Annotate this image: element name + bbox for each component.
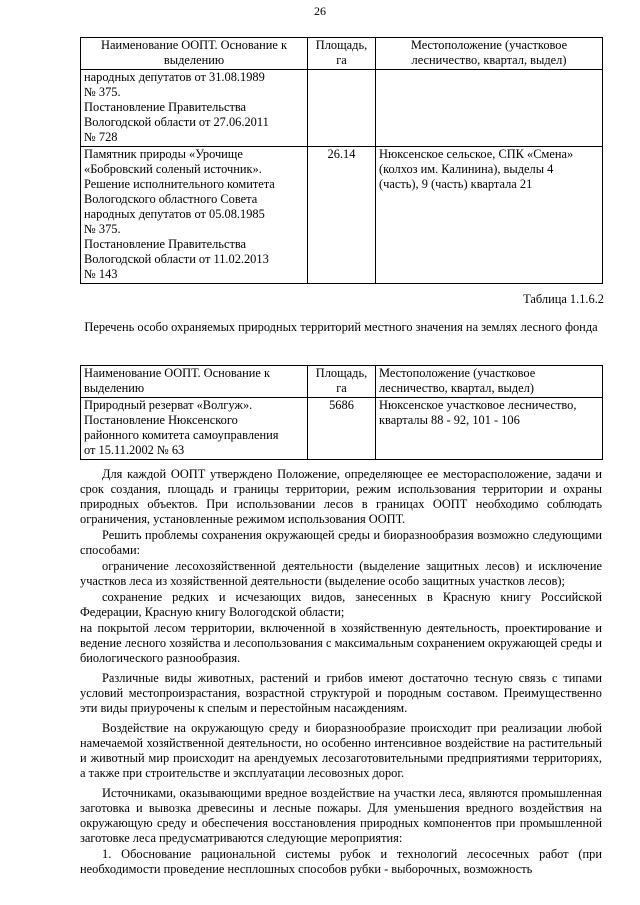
- oopt-location-cell: [376, 70, 603, 147]
- table-row: [81, 70, 603, 147]
- table-header-row: [81, 38, 603, 70]
- header-area-cell: Площадь, га: [308, 366, 376, 398]
- oopt-area-cell: [308, 70, 376, 147]
- header-area-cell: Площадь, га: [308, 38, 376, 70]
- table-row: [81, 147, 603, 284]
- paragraph: Источниками, оказывающими вредное воздействие на участки леса, являются промышленная заготовка и вывозка древесины и лесные пожары. Для уменьшения вредного воздействия на окружающую среду и обеспечения восстановления природных компонентов при промышленной заготовке леса предусматриваются следующие мероприятия:: [80, 786, 602, 845]
- header-name-cell: Наименование ООПТ. Основание к выделению: [81, 38, 308, 70]
- paragraph: Решить проблемы сохранения окружающей среды и биоразнообразия возможно следующими способами:: [80, 528, 602, 557]
- paragraph: Различные виды животных, растений и грибов имеют достаточно тесную связь с типами условий местопроизрастания, возрастной структурой и породным составом. Преимущественно эти виды приурочены к спелым и перестойным насаждениям.: [80, 671, 602, 715]
- body-text: [80, 467, 602, 878]
- oopt-location-cell: Нюксенское сельское, СПК «Смена» (колхоз им. Калинина), выделы 4 (часть), 9 (часть) квартала 21: [376, 147, 603, 284]
- page-number: 26: [314, 4, 326, 18]
- header-name-cell: Наименование ООПТ. Основание к выделению: [81, 366, 308, 398]
- table-row: [81, 398, 603, 460]
- header-location-cell: Местоположение (участковое лесничество, квартал, выдел): [376, 366, 603, 398]
- oopt-local-table: [80, 365, 603, 460]
- table-title: Перечень особо охраняемых природных территорий местного значения на землях лесного фонда: [84, 320, 598, 334]
- list-item: на покрытой лесом территории, включенной в хозяйственную деятельность, проектирование и ведение лесного хозяйства и лесопользования с максимальным сохранением окружающей среды и биологического разнообразия.: [80, 621, 602, 665]
- list-item: сохранение редких и исчезающих видов, занесенных в Красную книгу Российской Федерации, Красную книгу Вологодской области;: [80, 590, 602, 619]
- oopt-name-cell: Памятник природы «Урочище «Бобровский соленый источник». Решение исполнительного комитета Вологодского областного Совета народных депутатов от 05.08.1985 № 375. Постановление Правительства Вологодской области от 11.02.2013 № 143: [81, 147, 308, 284]
- oopt-name-cell: народных депутатов от 31.08.1989 № 375. Постановление Правительства Вологодской области от 27.06.2011 № 728: [81, 70, 308, 147]
- paragraph: Воздействие на окружающую среду и биоразнообразие происходит при реализации любой намечаемой хозяйственной деятельности, но особенно интенсивное воздействие на растительный и животный мир происходит на арендуемых лесозаготовительными предприятиями территориях, а также при строительстве и эксплуатации лесовозных дорог.: [80, 721, 602, 780]
- oopt-name-cell: Природный резерват «Волгуж». Постановление Нюксенского районного комитета самоуправления от 15.11.2002 № 63: [81, 398, 308, 460]
- oopt-location-cell: Нюксенское участковое лесничество, кварталы 88 - 92, 101 - 106: [376, 398, 603, 460]
- table-label: Таблица 1.1.6.2: [523, 292, 604, 306]
- header-location-cell: Местоположение (участковое лесничество, квартал, выдел): [376, 38, 603, 70]
- oopt-table-continued: [80, 37, 603, 284]
- paragraph: 1. Обоснование рациональной системы рубок и технологий лесосечных работ (при необходимости проведение несплошных способов рубки - выборочных, возможность: [80, 847, 602, 876]
- oopt-area-cell: 26.14: [308, 147, 376, 284]
- paragraph: Для каждой ООПТ утверждено Положение, определяющее ее месторасположение, задачи и срок создания, площадь и границы территории, режим использования территории и охраны природных объектов. При использовании лесов в границах ООПТ необходимо соблюдать ограничения, установленные режимом использования ООПТ.: [80, 467, 602, 526]
- list-item: ограничение лесохозяйственной деятельности (выделение защитных лесов) и исключение участков леса из хозяйственной деятельности (выделение особо защитных участков лесов);: [80, 559, 602, 588]
- table-header-row: [81, 366, 603, 398]
- oopt-area-cell: 5686: [308, 398, 376, 460]
